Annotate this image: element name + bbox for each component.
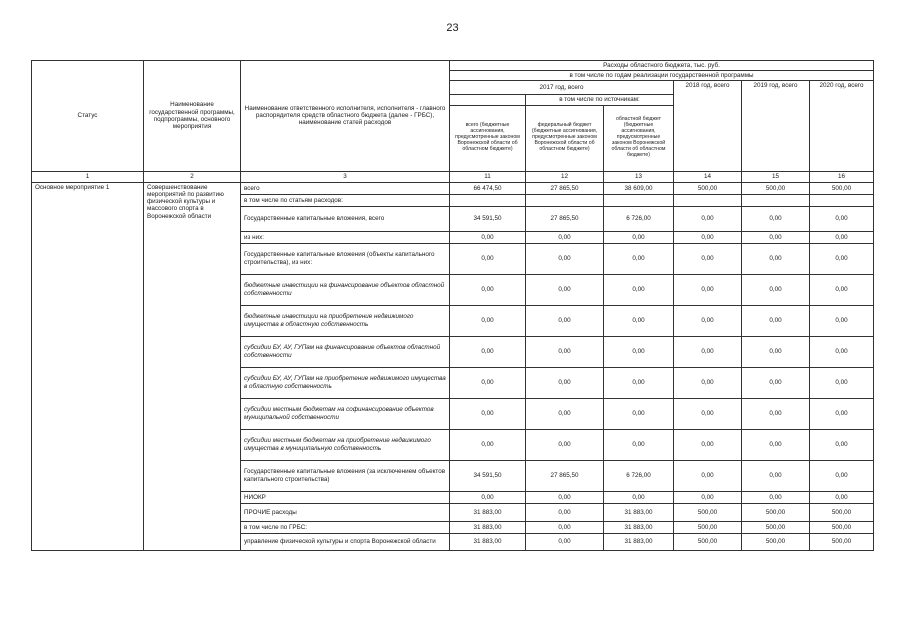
value-federal: 27 865,50 xyxy=(526,460,604,491)
value-regional: 6 726,00 xyxy=(604,460,674,491)
value-2019 xyxy=(742,194,810,206)
row-label: Государственные капитальные вложения, всего xyxy=(241,206,450,231)
header-expenses: Расходы областного бюджета, тыс. руб. xyxy=(450,61,874,71)
value-regional: 0,00 xyxy=(604,231,674,243)
value-federal: 0,00 xyxy=(526,398,604,429)
value-federal: 0,00 xyxy=(526,367,604,398)
value-2019: 0,00 xyxy=(742,398,810,429)
row-label: НИОКР xyxy=(241,491,450,503)
value-total xyxy=(450,194,526,206)
header-total-col: всего (бюджетные ассигнования, предусмотренные законом Воронежской области об областном бюджете) xyxy=(450,105,526,171)
header-status: Статус xyxy=(32,61,144,172)
value-total: 0,00 xyxy=(450,491,526,503)
row-label: субсидии местным бюджетам на софинансирование объектов муниципальной собственности xyxy=(241,398,450,429)
row-label: Государственные капитальные вложения (объекты капитального строительства), из них: xyxy=(241,243,450,274)
value-2020: 0,00 xyxy=(810,243,874,274)
col-number: 1 xyxy=(32,171,144,182)
header-year-2017: 2017 год, всего xyxy=(450,81,674,95)
value-federal: 27 865,50 xyxy=(526,206,604,231)
value-2018: 0,00 xyxy=(674,429,742,460)
col-number: 14 xyxy=(674,171,742,182)
col-number: 16 xyxy=(810,171,874,182)
value-federal: 0,00 xyxy=(526,305,604,336)
value-regional: 31 883,00 xyxy=(604,503,674,521)
value-2019: 0,00 xyxy=(742,336,810,367)
value-2019: 0,00 xyxy=(742,491,810,503)
value-2019: 500,00 xyxy=(742,182,810,194)
value-total: 0,00 xyxy=(450,243,526,274)
value-total: 0,00 xyxy=(450,336,526,367)
value-2020: 0,00 xyxy=(810,336,874,367)
program-cell: Совершенствование мероприятий по развитию физической культуры и массового спорта в Воронежской области xyxy=(144,182,241,550)
value-total: 31 883,00 xyxy=(450,503,526,521)
value-total: 0,00 xyxy=(450,231,526,243)
value-2018: 500,00 xyxy=(674,503,742,521)
row-label: в том числе по ГРБС: xyxy=(241,521,450,533)
row-label: бюджетные инвестиции на финансирование объектов областной собственности xyxy=(241,274,450,305)
value-2019: 500,00 xyxy=(742,533,810,550)
value-total: 31 883,00 xyxy=(450,533,526,550)
value-2018: 0,00 xyxy=(674,336,742,367)
value-2020: 0,00 xyxy=(810,305,874,336)
status-cell: Основное мероприятие 1 xyxy=(32,182,144,550)
value-regional: 38 609,00 xyxy=(604,182,674,194)
value-2020: 500,00 xyxy=(810,533,874,550)
value-total: 0,00 xyxy=(450,305,526,336)
row-label: всего xyxy=(241,182,450,194)
row-label: управление физической культуры и спорта Воронежской области xyxy=(241,533,450,550)
value-2020: 0,00 xyxy=(810,491,874,503)
value-2020: 0,00 xyxy=(810,274,874,305)
table-row xyxy=(32,182,874,194)
value-2019: 0,00 xyxy=(742,206,810,231)
value-2018: 0,00 xyxy=(674,460,742,491)
value-regional: 0,00 xyxy=(604,305,674,336)
col-number: 2 xyxy=(144,171,241,182)
value-federal: 0,00 xyxy=(526,503,604,521)
col-number: 13 xyxy=(604,171,674,182)
value-total: 66 474,50 xyxy=(450,182,526,194)
value-regional xyxy=(604,194,674,206)
row-label: бюджетные инвестиции на приобретение недвижимого имущества в областную собственность xyxy=(241,305,450,336)
value-regional: 31 883,00 xyxy=(604,521,674,533)
value-2019: 0,00 xyxy=(742,367,810,398)
value-2019: 500,00 xyxy=(742,521,810,533)
value-federal: 0,00 xyxy=(526,491,604,503)
value-2018: 0,00 xyxy=(674,231,742,243)
value-total: 31 883,00 xyxy=(450,521,526,533)
row-label: ПРОЧИЕ расходы xyxy=(241,503,450,521)
value-federal: 0,00 xyxy=(526,231,604,243)
value-2020: 0,00 xyxy=(810,398,874,429)
value-2019: 0,00 xyxy=(742,305,810,336)
header-year-2020: 2020 год, всего xyxy=(810,81,874,171)
header-regional-col: областной бюджет (бюджетные ассигнования, предусмотренные законом Воронежской области об областном бюджете) xyxy=(604,105,674,171)
header-year-2018: 2018 год, всего xyxy=(674,81,742,171)
row-label: Государственные капитальные вложения (за исключением объектов капитального строительства) xyxy=(241,460,450,491)
value-2020: 0,00 xyxy=(810,231,874,243)
value-regional: 0,00 xyxy=(604,336,674,367)
value-2020: 0,00 xyxy=(810,429,874,460)
row-label: из них: xyxy=(241,231,450,243)
value-regional: 0,00 xyxy=(604,429,674,460)
value-regional: 0,00 xyxy=(604,367,674,398)
value-2019: 0,00 xyxy=(742,243,810,274)
value-regional: 0,00 xyxy=(604,398,674,429)
value-regional: 0,00 xyxy=(604,243,674,274)
value-2018: 500,00 xyxy=(674,182,742,194)
value-regional: 6 726,00 xyxy=(604,206,674,231)
value-total: 34 591,50 xyxy=(450,460,526,491)
value-total: 0,00 xyxy=(450,398,526,429)
value-2020: 500,00 xyxy=(810,503,874,521)
header-federal-col: федеральный бюджет (бюджетные ассигнования, предусмотренные законом Воронежской области об областном бюджете) xyxy=(526,105,604,171)
row-label: субсидии БУ, АУ, ГУПам на финансирование объектов областной собственности xyxy=(241,336,450,367)
value-2020: 0,00 xyxy=(810,367,874,398)
header-empty xyxy=(450,95,526,105)
header-year-2019: 2019 год, всего xyxy=(742,81,810,171)
value-2018: 500,00 xyxy=(674,533,742,550)
row-label: в том числе по статьям расходов: xyxy=(241,194,450,206)
value-2018: 0,00 xyxy=(674,243,742,274)
value-2019: 0,00 xyxy=(742,429,810,460)
value-2020: 500,00 xyxy=(810,182,874,194)
header-by-years: в том числе по годам реализации государственной программы xyxy=(450,71,874,81)
value-2018: 0,00 xyxy=(674,491,742,503)
page-number: 23 xyxy=(446,22,459,34)
value-federal: 27 865,50 xyxy=(526,182,604,194)
col-number: 11 xyxy=(450,171,526,182)
value-2019: 500,00 xyxy=(742,503,810,521)
value-2020: 0,00 xyxy=(810,206,874,231)
value-2018 xyxy=(674,194,742,206)
value-total: 0,00 xyxy=(450,429,526,460)
value-2018: 0,00 xyxy=(674,274,742,305)
value-2020: 500,00 xyxy=(810,521,874,533)
budget-table xyxy=(31,60,874,551)
value-2020: 0,00 xyxy=(810,460,874,491)
value-federal: 0,00 xyxy=(526,429,604,460)
row-label: субсидии БУ, АУ, ГУПам на приобретение недвижимого имущества в областную собственность xyxy=(241,367,450,398)
col-number: 15 xyxy=(742,171,810,182)
column-number-row xyxy=(32,171,874,182)
value-regional: 0,00 xyxy=(604,491,674,503)
value-2018: 0,00 xyxy=(674,367,742,398)
value-federal: 0,00 xyxy=(526,336,604,367)
value-federal xyxy=(526,194,604,206)
value-federal: 0,00 xyxy=(526,274,604,305)
value-2018: 0,00 xyxy=(674,206,742,231)
header-by-sources: в том числе по источникам: xyxy=(526,95,674,105)
header-program-name: Наименование государственной программы, подпрограммы, основного мероприятия xyxy=(144,61,241,172)
value-total: 34 591,50 xyxy=(450,206,526,231)
col-number: 12 xyxy=(526,171,604,182)
header-executor: Наименование ответственного исполнителя, исполнителя - главного распорядителя средств областного бюджета (далее - ГРБС), наименование статей расходов xyxy=(241,61,450,172)
value-2018: 0,00 xyxy=(674,398,742,429)
row-label: субсидии местным бюджетам на приобретение недвижимого имущества в муниципальную собственность xyxy=(241,429,450,460)
value-2019: 0,00 xyxy=(742,274,810,305)
value-total: 0,00 xyxy=(450,274,526,305)
value-2018: 500,00 xyxy=(674,521,742,533)
value-2020 xyxy=(810,194,874,206)
value-2019: 0,00 xyxy=(742,231,810,243)
value-regional: 31 883,00 xyxy=(604,533,674,550)
value-federal: 0,00 xyxy=(526,521,604,533)
col-number: 3 xyxy=(241,171,450,182)
value-2018: 0,00 xyxy=(674,305,742,336)
value-2019: 0,00 xyxy=(742,460,810,491)
value-total: 0,00 xyxy=(450,367,526,398)
value-federal: 0,00 xyxy=(526,533,604,550)
value-federal: 0,00 xyxy=(526,243,604,274)
value-regional: 0,00 xyxy=(604,274,674,305)
